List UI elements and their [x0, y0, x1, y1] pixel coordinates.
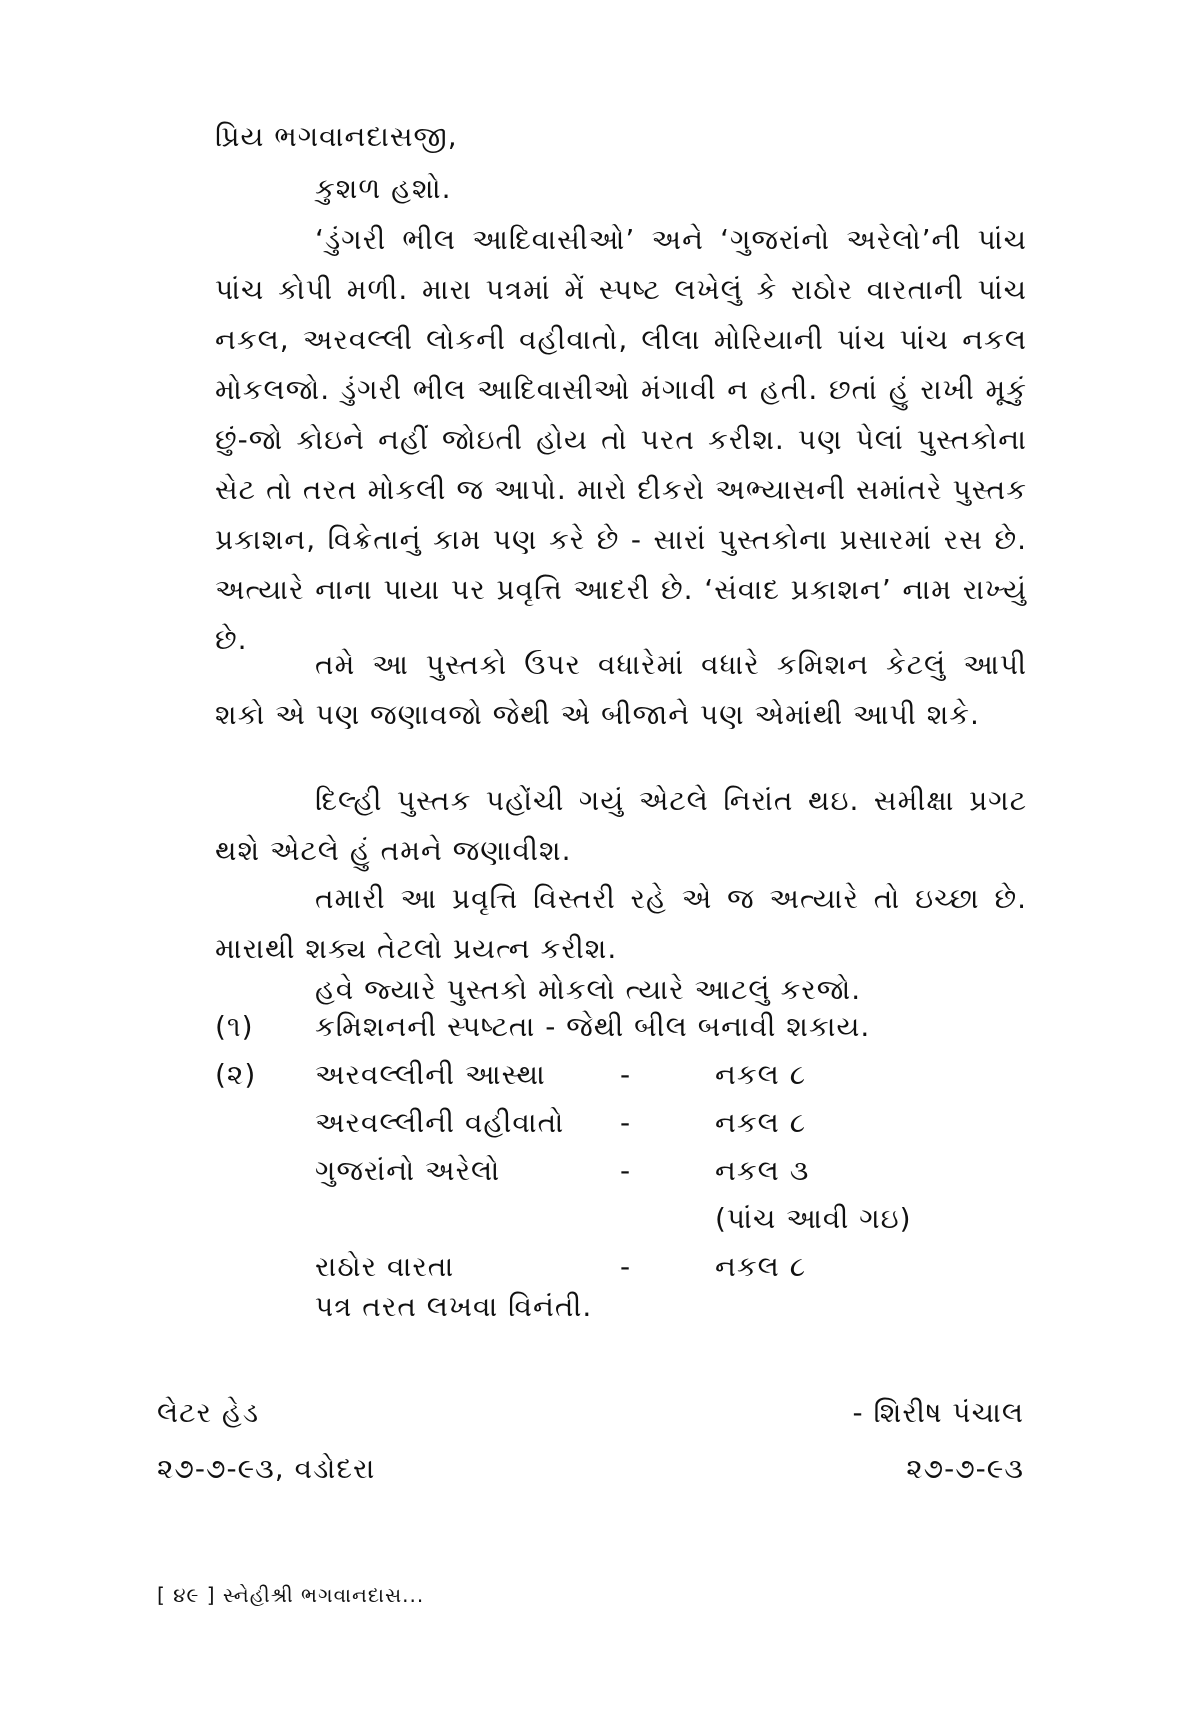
- paragraph-1: ‘ડુંગરી ભીલ આદિવાસીઓ’ અને ‘ગુજરાંનો અરેલો’ની પાંચ પાંચ કોપી મળી. મારા પત્રમાં મેં સ્પષ્ટ લખેલું કે રાઠોર વારતાની પાંચ નકલ, અરવલ્લી લોકની વહીવાતો, લીલા મોરિયાની પાંચ પાંચ નકલ મોકલજો. ડુંગરી ભીલ આદિવાસીઓ મંગાવી ન હતી. છતાં હું રાખી મૂકું છું-જો કોઇને નહીં જોઇતી હોય તો પરત કરીશ. પણ પેલાં પુસ્તકોના સેટ તો તરત મોકલી જ આપો. મારો દીકરો અભ્યાસની સમાંતરે પુસ્તક પ્રકાશન, વિક્રેતાનું કામ પણ કરે છે - સારાં પુસ્તકોના પ્રસારમાં રસ છે. અત્યારે નાના પાયા પર પ્રવૃત્તિ આદરી છે. ‘સંવાદ પ્રકાશન’ નામ રાખ્યું છે.: [215, 223, 1027, 656]
- paragraph-2: તમે આ પુસ્તકો ઉપર વધારેમાં વધારે કમિશન કેટલું આપી શકો એ પણ જણાવજો જેથી એ બીજાને પણ એમાંથી આપી શકે.: [215, 648, 1027, 731]
- salutation: પ્રિય ભગવાનદાસજી,: [215, 120, 458, 153]
- copy-count: નકલ ૮: [715, 1106, 807, 1139]
- copy-note: (પાંચ આવી ગઇ): [715, 1202, 912, 1235]
- letterhead-block: [157, 1385, 375, 1497]
- page-footer: [ ૪૯ ] સ્નેહીશ્રી ભગવાનદાસ...: [157, 1583, 425, 1607]
- copy-count: નકલ ૮: [715, 1250, 807, 1283]
- book-title: અરવલ્લીની વહીવાતો: [315, 1106, 565, 1139]
- signature-block: [852, 1385, 1024, 1497]
- paragraph-5: હવે જ્યારે પુસ્તકો મોકલો ત્યારે આટલું કરજો.: [315, 973, 862, 1006]
- paragraph-3: દિલ્હી પુસ્તક પહોંચી ગયું એટલે નિરાંત થઇ. સમીક્ષા પ્રગટ થશે એટલે હું તમને જણાવીશ.: [215, 784, 1027, 867]
- closing-line: પત્ર તરત લખવા વિનંતી.: [315, 1290, 593, 1323]
- paragraph-4: તમારી આ પ્રવૃત્તિ વિસ્તરી રહે એ જ અત્યારે તો ઇચ્છા છે. મારાથી શક્ય તેટલો પ્રયત્ન કરીશ.: [215, 882, 1027, 965]
- separator-dash: -: [620, 1250, 632, 1283]
- copy-count: નકલ ૩: [715, 1154, 810, 1187]
- place-date: ૨૭-૭-૯૩, વડોદરા: [157, 1452, 376, 1485]
- list-number: (૧): [215, 1010, 254, 1043]
- letterhead-label: લેટર હેડ: [157, 1396, 260, 1429]
- book-title: અરવલ્લીની આસ્થા: [315, 1058, 546, 1091]
- separator-dash: -: [620, 1106, 632, 1139]
- signature-date: ૨૭-૭-૯૩: [906, 1452, 1024, 1485]
- signature-name: - શિરીષ પંચાલ: [852, 1396, 1024, 1429]
- list-number: (૨): [215, 1058, 257, 1091]
- book-title: રાઠોર વારતા: [315, 1250, 455, 1283]
- copy-count: નકલ ૮: [715, 1058, 807, 1091]
- greeting: કુશળ હશો.: [315, 172, 452, 205]
- list-text: કમિશનની સ્પષ્ટતા - જેથી બીલ બનાવી શકાય.: [315, 1010, 871, 1043]
- separator-dash: -: [620, 1154, 632, 1187]
- separator-dash: -: [620, 1058, 632, 1091]
- book-title: ગુજરાંનો અરેલો: [315, 1154, 501, 1187]
